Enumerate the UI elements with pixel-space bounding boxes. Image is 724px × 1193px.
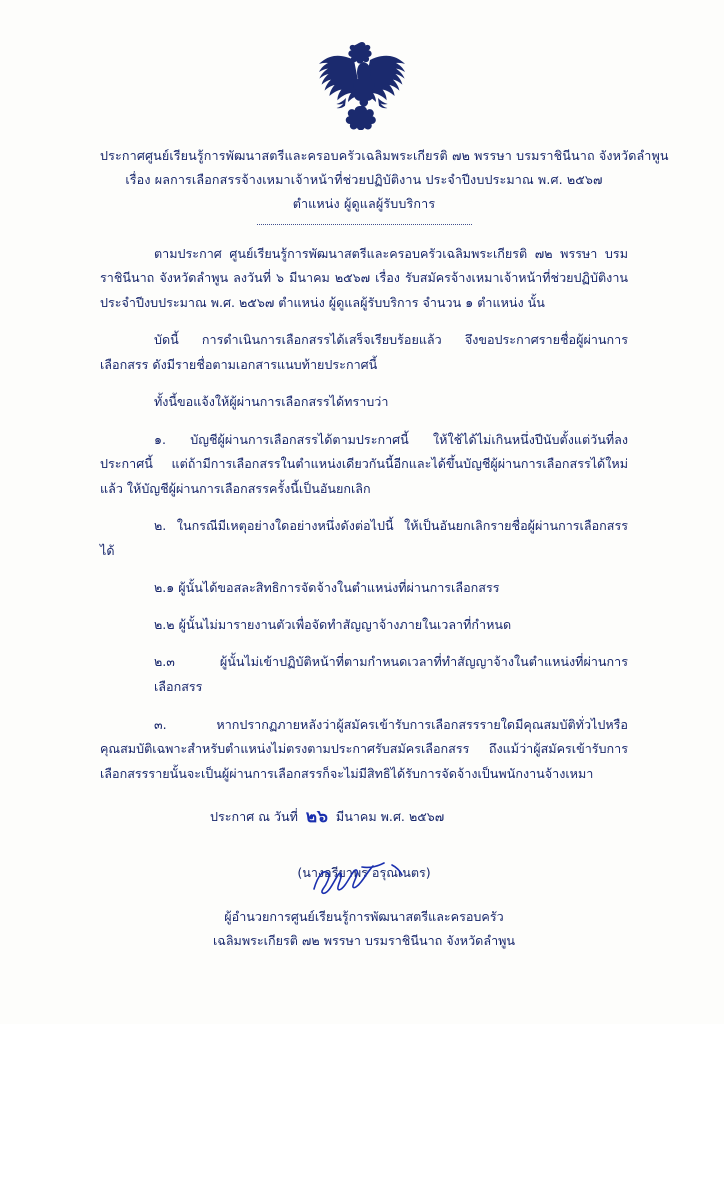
paragraph-result: บัดนี้ การดำเนินการเลือกสรรได้เสร็จเรียบร้อยแล้ว จึงขอประกาศรายชื่อผู้ผ่านการเลือกสรร ดังมีรายชื่อตามเอกสารแนบท้ายประกาศนี้: [100, 332, 628, 372]
date-prefix: ประกาศ ณ วันที่: [210, 809, 298, 825]
date-suffix: มีนาคม พ.ศ. ๒๕๖๗: [335, 809, 445, 825]
title-line-3: ตำแหน่ง ผู้ดูแลผู้รับบริการ: [292, 196, 436, 212]
paragraph-intro: ตามประกาศ ศูนย์เรียนรู้การพัฒนาสตรีและครอบครัวเฉลิมพระเกียรติ ๗๒ พรรษา บรมราชินีนาถ จังหวัดลำพูน ลงวันที่ ๖ มีนาคม ๒๕๖๗ เรื่อง รับสมัครจ้างเหมาเจ้าหน้าที่ช่วยปฏิบัติงาน ประจำปีงบประมาณ พ.ศ. ๒๕๖๗ ตำแหน่ง ผู้ดูแลผู้รับบริการ จำนวน ๑ ตำแหน่ง นั้น: [100, 245, 628, 310]
signer-role-line-2: เฉลิมพระเกียรติ ๗๒ พรรษา บรมราชินีนาถ จังหวัดลำพูน: [212, 932, 516, 948]
handwritten-signature-icon: [304, 859, 424, 901]
announcement-date: [100, 800, 628, 833]
document-title: [100, 144, 669, 225]
signer-role-line-1: ผู้อำนวยการศูนย์เรียนรู้การพัฒนาสตรีและครอบครัว: [224, 908, 504, 924]
paragraph-clause-2-1: ๒.๑ ผู้นั้นได้ขอสละสิทธิการจัดจ้างในตำแหน่งที่ผ่านการเลือกสรร: [154, 580, 500, 596]
page-bottom-space: [100, 953, 628, 1193]
title-line-1: ประกาศศูนย์เรียนรู้การพัฒนาสตรีและครอบครัวเฉลิมพระเกียรติ ๗๒ พรรษา บรมราชินีนาถ จังหวัดลำพูน: [100, 148, 669, 163]
paragraph-clause-1: ๑. บัญชีผู้ผ่านการเลือกสรรได้ตามประกาศนี้ ให้ใช้ได้ไม่เกินหนึ่งปีนับตั้งแต่วันที่ลงประกาศนี้ แต่ถ้ามีการเลือกสรรในตำแหน่งเดียวกันนี้อีกและได้ขึ้นบัญชีผู้ผ่านการเลือกสรรได้ใหม่แล้ว ให้บัญชีผู้ผ่านการเลือกสรรครั้งนี้เป็นอันยกเลิก: [100, 431, 628, 496]
garuda-emblem: [0, 0, 724, 130]
paragraph-notice: ทั้งนี้ขอแจ้งให้ผู้ผ่านการเลือกสรรได้ทราบว่า: [154, 394, 389, 410]
paragraph-clause-3: ๓. หากปรากฏภายหลังว่าผู้สมัครเข้ารับการเลือกสรรรายใดมีคุณสมบัติทั่วไปหรือคุณสมบัติเฉพาะสำหรับตำแหน่งไม่ตรงตามประกาศรับสมัครเลือกสรร ถึงแม้ว่าผู้สมัครเข้ารับการเลือกสรรรายนั้นจะเป็นผู้ผ่านการเลือกสรรก็จะไม่มีสิทธิได้รับการจัดจ้างเป็นพนักงานจ้างเหมา: [100, 716, 628, 781]
signer-name: (นางอรียาพร อรุณเนตร): [297, 864, 431, 880]
signature-block: [100, 861, 628, 905]
document-body: [0, 144, 724, 1193]
date-day-handwritten: ๒๖: [305, 807, 328, 828]
title-line-2: เรื่อง ผลการเลือกสรรจ้างเหมาเจ้าหน้าที่ช่วยปฏิบัติงาน ประจำปีงบประมาณ พ.ศ. ๒๕๖๗: [125, 172, 603, 188]
title-divider: [257, 224, 472, 225]
paragraph-clause-2-2: ๒.๒ ผู้นั้นไม่มารายงานตัวเพื่อจัดทำสัญญาจ้างภายในเวลาที่กำหนด: [154, 617, 512, 633]
paragraph-clause-2-3: ๒.๓ ผู้นั้นไม่เข้าปฏิบัติหน้าที่ตามกำหนดเวลาที่ทำสัญญาจ้างในตำแหน่งที่ผ่านการเลือกสรร: [154, 654, 628, 694]
paragraph-clause-2: ๒. ในกรณีมีเหตุอย่างใดอย่างหนึ่งดังต่อไปนี้ ให้เป็นอันยกเลิกรายชื่อผู้ผ่านการเลือกสรรได้: [100, 518, 628, 558]
